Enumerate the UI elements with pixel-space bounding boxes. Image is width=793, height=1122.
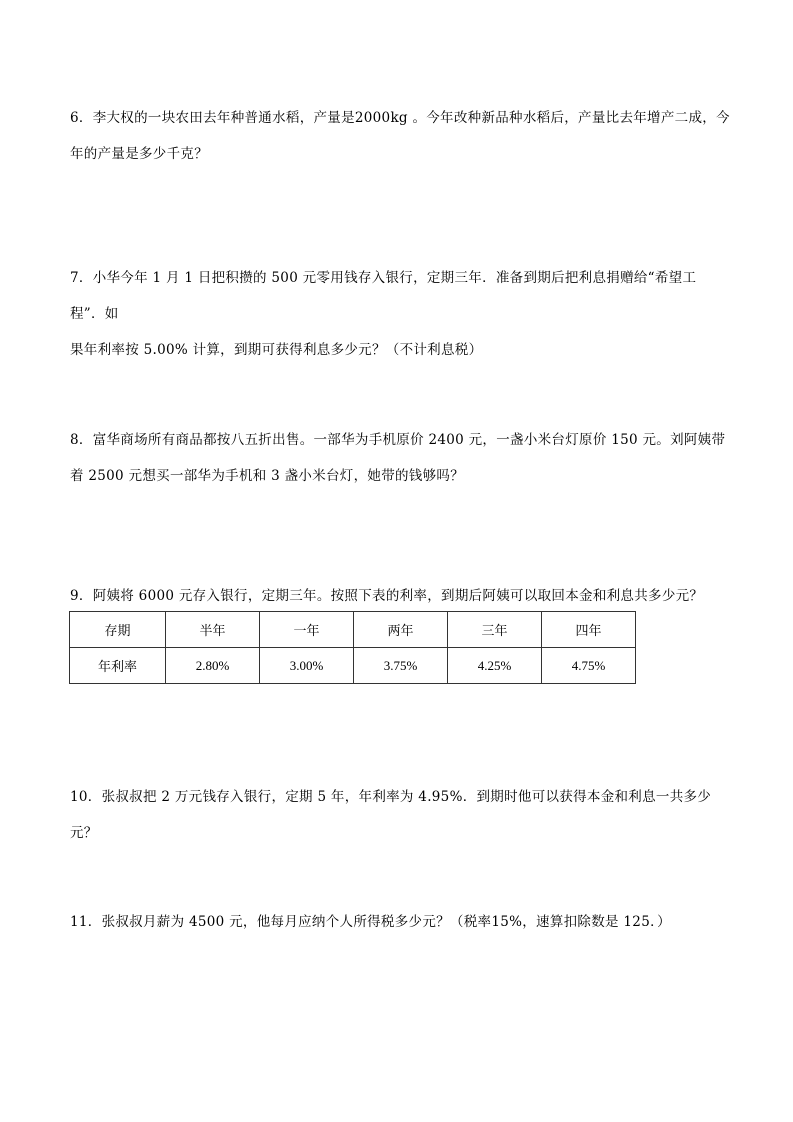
table-header-cell: 一年 (260, 612, 354, 648)
table-cell: 3.75% (354, 648, 448, 684)
table-row (70, 648, 636, 684)
table-header-cell: 存期 (70, 612, 166, 648)
question-6-line-1: 6．李大权的一块农田去年种普通水稻，产量是2000kg 。今年改种新品种水稻后，产量比去年增产二成，今 (70, 110, 730, 126)
table-header-cell: 两年 (354, 612, 448, 648)
question-11 (70, 904, 730, 940)
table-header-row (70, 612, 636, 648)
table-cell: 4.25% (448, 648, 542, 684)
interest-rate-table (69, 611, 636, 684)
table-header-cell: 半年 (166, 612, 260, 648)
question-7-line-1: 7．小华今年 1 月 1 日把积攒的 500 元零用钱存入银行，定期三年．准备到期后把利息捐赠给“希望工程”．如 (70, 270, 697, 322)
question-7 (70, 260, 730, 368)
question-10 (70, 779, 730, 851)
table-cell: 4.75% (542, 648, 636, 684)
question-6 (70, 100, 730, 172)
table-cell: 3.00% (260, 648, 354, 684)
table-cell: 年利率 (70, 648, 166, 684)
question-6-line-2: 年的产量是多少千克？ (70, 146, 208, 162)
question-7-line-2: 果年利率按 5.00% 计算，到期可获得利息多少元？（不计利息税） (70, 342, 483, 358)
question-8-line-1: 8．富华商场所有商品都按八五折出售。一部华为手机原价 2400 元，一盏小米台灯原价 150 元。刘阿姨带 (70, 432, 726, 448)
question-9 (70, 578, 730, 614)
question-11-line-1: 11．张叔叔月薪为 4500 元，他每月应纳个人所得税多少元？（税率15%，速算扣除数是 125．） (70, 914, 671, 930)
table-header-cell: 三年 (448, 612, 542, 648)
question-9-line-1: 9．阿姨将 6000 元存入银行，定期三年。按照下表的利率，到期后阿姨可以取回本金和利息共多少元？ (70, 588, 704, 604)
question-10-line-1: 10．张叔叔把 2 万元钱存入银行，定期 5 年，年利率为 4.95%．到期时他可以获得本金和利息一共多少元？ (70, 789, 712, 841)
question-8 (70, 422, 730, 494)
question-8-line-2: 着 2500 元想买一部华为手机和 3 盏小米台灯，她带的钱够吗？ (70, 468, 465, 484)
table-cell: 2.80% (166, 648, 260, 684)
table-header-cell: 四年 (542, 612, 636, 648)
